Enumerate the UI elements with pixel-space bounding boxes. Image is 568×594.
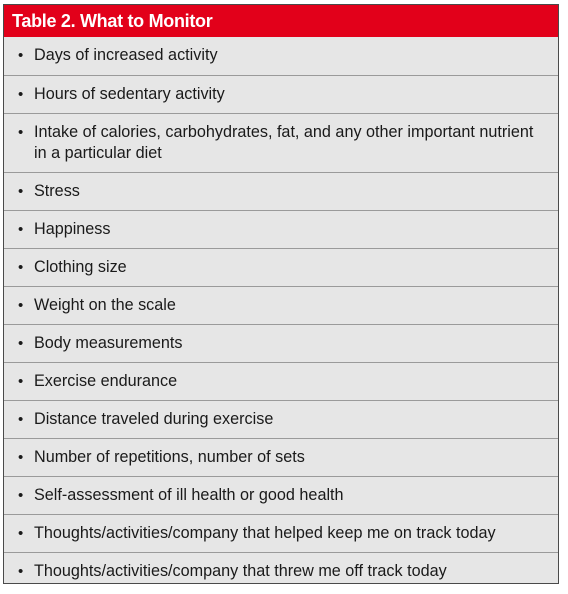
- bullet-icon: •: [18, 373, 24, 390]
- list-item-text: Number of repetitions, number of sets: [34, 448, 305, 466]
- bullet-icon: •: [18, 335, 24, 352]
- list-item-text: Intake of calories, carbohydrates, fat, and any other important nutrient in a particular diet: [34, 123, 534, 162]
- list-item-text: Thoughts/activities/company that helped keep me on track today: [34, 524, 496, 542]
- list-item: [4, 514, 558, 552]
- list-item-text: Exercise endurance: [34, 372, 178, 390]
- table-list: [4, 37, 558, 590]
- list-item: [4, 286, 558, 324]
- list-item-text: Weight on the scale: [34, 296, 176, 314]
- list-item: [4, 400, 558, 438]
- list-item: [4, 476, 558, 514]
- bullet-icon: •: [18, 86, 24, 103]
- bullet-icon: •: [18, 449, 24, 466]
- bullet-icon: •: [18, 525, 24, 542]
- list-item: [4, 172, 558, 210]
- list-item-text: Hours of sedentary activity: [34, 85, 225, 103]
- bullet-icon: •: [18, 221, 24, 238]
- monitor-table: [3, 4, 559, 584]
- list-item-text: Stress: [34, 182, 80, 200]
- bullet-icon: •: [18, 259, 24, 276]
- list-item: [4, 552, 558, 590]
- bullet-icon: •: [18, 487, 24, 504]
- list-item-text: Self-assessment of ill health or good health: [34, 486, 344, 504]
- bullet-icon: •: [18, 183, 24, 200]
- list-item-text: Days of increased activity: [34, 46, 218, 64]
- list-item: [4, 75, 558, 113]
- list-item: [4, 438, 558, 476]
- list-item: [4, 210, 558, 248]
- bullet-icon: •: [18, 563, 24, 580]
- table-title: Table 2. What to Monitor: [4, 5, 558, 37]
- list-item-text: Clothing size: [34, 258, 127, 276]
- bullet-icon: •: [18, 411, 24, 428]
- bullet-icon: •: [18, 124, 24, 141]
- list-item-text: Distance traveled during exercise: [34, 410, 274, 428]
- bullet-icon: •: [18, 297, 24, 314]
- list-item: [4, 113, 558, 172]
- list-item-text: Happiness: [34, 220, 111, 238]
- list-item-text: Thoughts/activities/company that threw me off track today: [34, 562, 447, 580]
- list-item-text: Body measurements: [34, 334, 183, 352]
- list-item: [4, 324, 558, 362]
- bullet-icon: •: [18, 47, 24, 64]
- list-item: [4, 248, 558, 286]
- list-item: [4, 362, 558, 400]
- list-item: [4, 37, 558, 75]
